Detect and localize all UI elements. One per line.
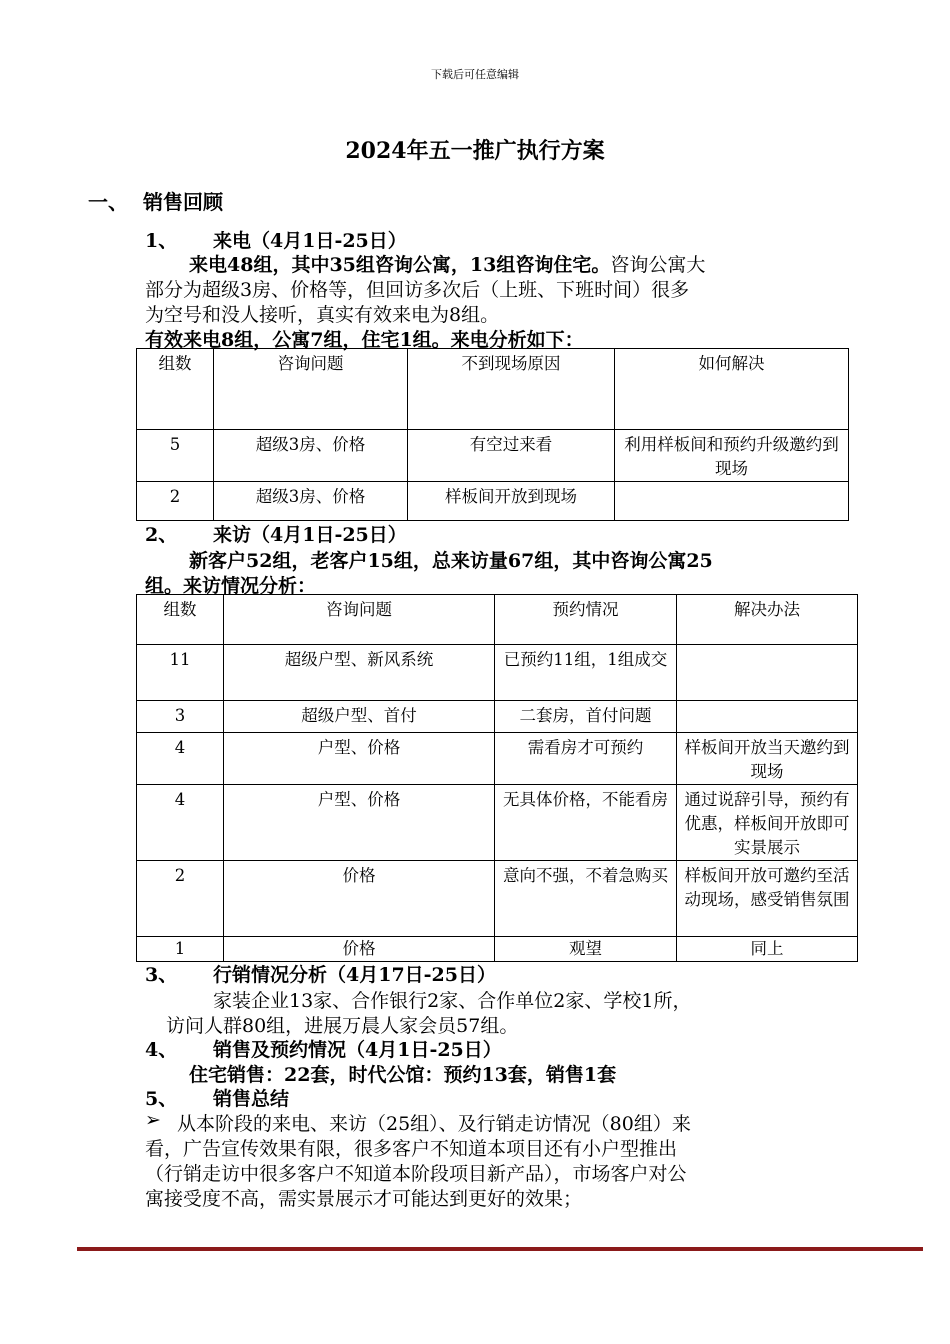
page-title: 2024年五一推广执行方案 bbox=[345, 138, 605, 164]
table-header-cell: 咨询问题 bbox=[214, 349, 408, 430]
marketing-line-2: 访问人群80组，进展万晨人家会员57组。 bbox=[166, 1015, 519, 1037]
calls-paragraph-bold: 来电48组，其中35组咨询公寓，13组咨询住宅。 bbox=[189, 254, 611, 276]
table-cell bbox=[615, 482, 849, 521]
table-cell: 价格 bbox=[224, 861, 495, 937]
subsection-1-title: 来电（4月1日-25日） bbox=[213, 230, 407, 252]
table-header-cell: 解决办法 bbox=[677, 595, 858, 645]
table-cell: 观望 bbox=[495, 937, 677, 962]
table-cell: 户型、价格 bbox=[224, 733, 495, 785]
subsection-4-title: 销售及预约情况（4月1日-25日） bbox=[213, 1039, 502, 1061]
table-cell: 超级3房、价格 bbox=[214, 482, 408, 521]
marketing-line-1: 家装企业13家、合作银行2家、合作单位2家、学校1所， bbox=[213, 990, 692, 1012]
table-cell: 2 bbox=[137, 482, 214, 521]
calls-paragraph-line-3: 为空号和没人接听，真实有效来电为8组。 bbox=[145, 304, 500, 326]
table-cell: 5 bbox=[137, 430, 214, 482]
table-cell: 超级户型、首付 bbox=[224, 701, 495, 733]
table-cell: 样板间开放当天邀约到现场 bbox=[677, 733, 858, 785]
table-cell: 样板间开放可邀约至活动现场，感受销售氛围 bbox=[677, 861, 858, 937]
table-cell bbox=[677, 645, 858, 701]
table-cell: 需看房才可预约 bbox=[495, 733, 677, 785]
table-row bbox=[137, 645, 858, 701]
table-row bbox=[137, 482, 849, 521]
table-header-cell: 组数 bbox=[137, 595, 224, 645]
table-cell: 2 bbox=[137, 861, 224, 937]
table-header-cell: 如何解决 bbox=[615, 349, 849, 430]
subsection-4-number: 4、 bbox=[145, 1039, 178, 1061]
summary-line-3: （行销走访中很多客户不知道本阶段项目新产品），市场客户对公 bbox=[145, 1163, 687, 1185]
visits-paragraph-line-1: 新客户52组，老客户15组，总来访量67组，其中咨询公寓25 bbox=[189, 550, 713, 572]
table-header-row bbox=[137, 349, 849, 430]
subsection-2-number: 2、 bbox=[145, 524, 178, 546]
summary-line-4: 寓接受度不高，需实景展示才可能达到更好的效果； bbox=[145, 1188, 583, 1210]
table-cell: 意向不强，不着急购买 bbox=[495, 861, 677, 937]
table-row bbox=[137, 430, 849, 482]
table-cell: 无具体价格，不能看房 bbox=[495, 785, 677, 861]
table-cell bbox=[677, 701, 858, 733]
table-cell: 4 bbox=[137, 785, 224, 861]
calls-analysis-table bbox=[136, 348, 849, 521]
subsection-5-title: 销售总结 bbox=[213, 1088, 290, 1110]
section-1-number: 一、 bbox=[88, 190, 128, 214]
visits-analysis-table bbox=[136, 594, 858, 962]
table-cell: 利用样板间和预约升级邀约到现场 bbox=[615, 430, 849, 482]
summary-line-1: 从本阶段的来电、来访（25组）、及行销走访情况（80组）来 bbox=[177, 1113, 691, 1135]
table-cell: 样板间开放到现场 bbox=[408, 482, 615, 521]
table-cell: 已预约11组，1组成交 bbox=[495, 645, 677, 701]
calls-summary: 有效来电8组，公寓7组，住宅1组。来电分析如下： bbox=[145, 329, 584, 351]
table-header-cell: 不到现场原因 bbox=[408, 349, 615, 430]
table-row bbox=[137, 733, 858, 785]
table-cell: 3 bbox=[137, 701, 224, 733]
calls-paragraph-rest: 咨询公寓大 bbox=[610, 254, 706, 276]
table-cell: 11 bbox=[137, 645, 224, 701]
summary-line-2: 看，广告宣传效果有限，很多客户不知道本项目还有小户型推出 bbox=[145, 1138, 678, 1160]
section-1-title: 销售回顾 bbox=[143, 190, 223, 214]
subsection-2-title: 来访（4月1日-25日） bbox=[213, 524, 407, 546]
table-cell: 超级户型、新风系统 bbox=[224, 645, 495, 701]
table-header-cell: 咨询问题 bbox=[224, 595, 495, 645]
table-cell: 同上 bbox=[677, 937, 858, 962]
visits-paragraph-line-2: 组。来访情况分析： bbox=[145, 575, 317, 597]
subsection-5-number: 5、 bbox=[145, 1088, 178, 1110]
table-row bbox=[137, 701, 858, 733]
table-header-row bbox=[137, 595, 858, 645]
table-cell: 户型、价格 bbox=[224, 785, 495, 861]
table-cell: 有空过来看 bbox=[408, 430, 615, 482]
calls-paragraph-line-2: 部分为超级3房、价格等，但回访多次后（上班、下班时间）很多 bbox=[145, 279, 690, 301]
table-cell: 通过说辞引导，预约有优惠，样板间开放即可实景展示 bbox=[677, 785, 858, 861]
sales-booking-line: 住宅销售：22套，时代公馆：预约13套，销售1套 bbox=[189, 1064, 617, 1086]
subsection-1-number: 1、 bbox=[145, 230, 178, 252]
table-header-cell: 组数 bbox=[137, 349, 214, 430]
subsection-3-number: 3、 bbox=[145, 964, 178, 986]
subsection-3-title: 行销情况分析（4月17日-25日） bbox=[213, 964, 496, 986]
table-cell: 1 bbox=[137, 937, 224, 962]
table-cell: 4 bbox=[137, 733, 224, 785]
table-row bbox=[137, 861, 858, 937]
calls-paragraph-line-1 bbox=[189, 250, 705, 277]
table-row bbox=[137, 785, 858, 861]
footer-divider bbox=[77, 1247, 923, 1251]
table-cell: 二套房，首付问题 bbox=[495, 701, 677, 733]
table-cell: 超级3房、价格 bbox=[214, 430, 408, 482]
header-note: 下载后可任意编辑 bbox=[431, 68, 519, 81]
table-row bbox=[137, 937, 858, 962]
bullet-arrow-icon: ➢ bbox=[145, 1109, 161, 1131]
table-cell: 价格 bbox=[224, 937, 495, 962]
table-header-cell: 预约情况 bbox=[495, 595, 677, 645]
